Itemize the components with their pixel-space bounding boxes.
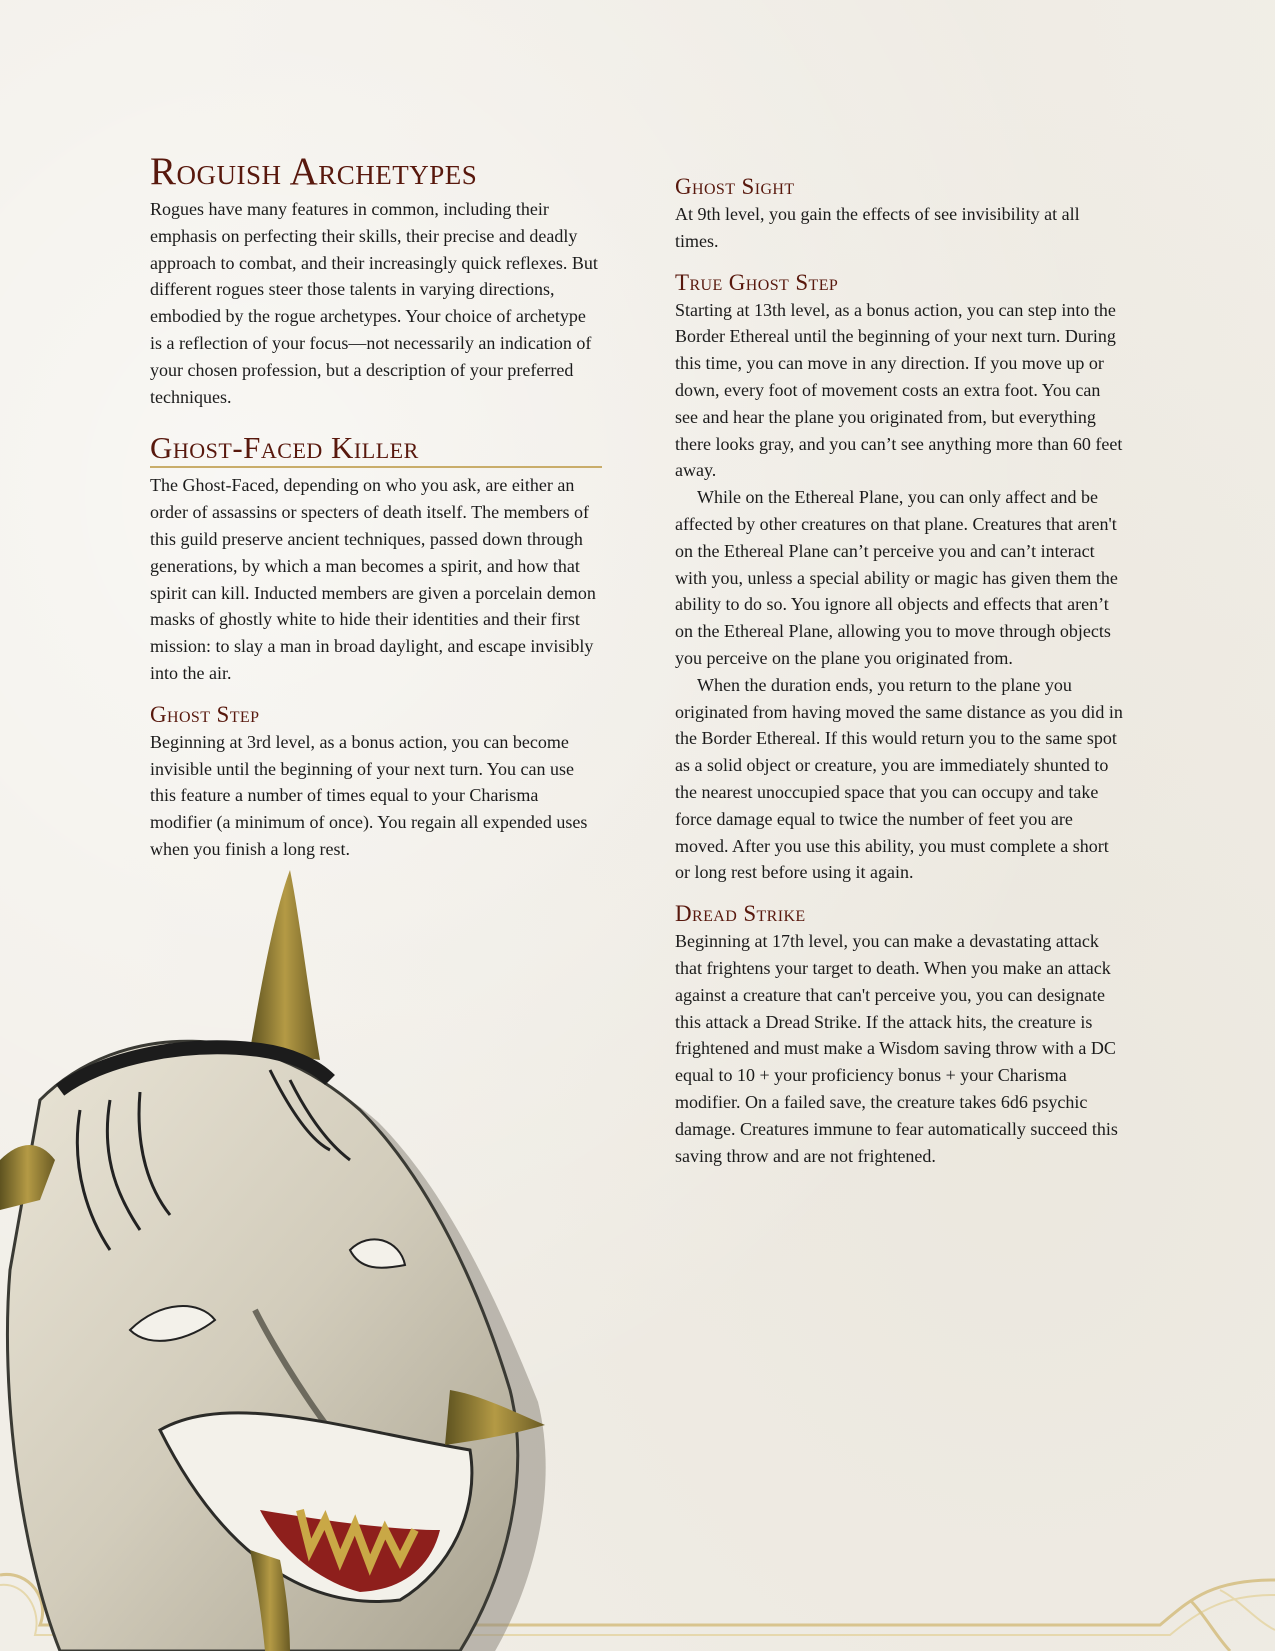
true-ghost-step-heading: True Ghost Step — [675, 269, 839, 295]
ghost-step-text: Beginning at 3rd level, as a bonus action, you can become invisible until the beginning of your next turn. You can use this feature a number of times equal to your Charisma modifier (a minimum of once). You regain all expended uses when you finish a long rest. — [150, 731, 588, 859]
left-column — [150, 150, 602, 863]
true-ghost-step-paragraph-3: When the duration ends, you return to the plane you originated from having moved the same distance as you did in the Border Ethereal. If this would return you to the same spot as a solid object or creature, you are immediately shunted to the nearest unoccupied space that you can occupy and take force damage equal to twice the number of feet you are moved. After you use this ability, you must complete a short or long rest before using it again. — [675, 674, 1123, 883]
right-column — [675, 173, 1127, 1169]
oni-mask-illustration — [0, 870, 600, 1651]
ghost-sight-text: At 9th level, you gain the effects of see invisibility at all times. — [675, 204, 1080, 251]
ghost-step-heading: Ghost Step — [150, 701, 260, 727]
true-ghost-step-paragraph-2: While on the Ethereal Plane, you can only affect and be affected by other creatures on that plane. Creatures that aren't on the Ethereal Plane can’t perceive you and can’t interact with you, unless a special ability or magic has given them the ability to do so. You ignore all objects and effects that aren’t on the Ethereal Plane, allowing you to move through objects you perceive on the plane you originated from. — [675, 487, 1118, 668]
ghost-sight-heading: Ghost Sight — [675, 174, 795, 199]
true-ghost-step-paragraph-1: Starting at 13th level, as a bonus action, you can step into the Border Ethereal until the beginning of your next turn. During this time, you can move in any direction. If you move up or down, every foot of movement costs an extra foot. You can see and hear the plane you originated from, but everything there looks gray, and you can’t see anything more than 60 feet away. — [675, 299, 1123, 481]
dread-strike-heading: Dread Strike — [675, 901, 806, 927]
page-title: Roguish Archetypes — [150, 150, 478, 193]
horn-top — [250, 870, 320, 1060]
subclass-description: The Ghost-Faced, depending on who you ask, are either an order of assassins or specters of death itself. The members of this guild preserve ancient techniques, passed down through generations, by which a man becomes a spirit, and how that spirit can kill. Inducted members are given a porcelain demon masks of ghostly white to hide their identities and their first mission: to slay a man in broad daylight, and escape invisibly into the air. — [150, 475, 596, 683]
dread-strike-text: Beginning at 17th level, you can make a devastating attack that frightens your target to death. When you make an attack against a creature that can't perceive you, you can designate this attack a Dread Strike. If the attack hits, the creature is frightened and must make a Wisdom saving throw with a DC equal to 10 + your proficiency bonus + your Charisma modifier. On a failed save, the creature takes 6d6 psychic damage. Creatures immune to fear automatically succeed this saving throw and are not frightened. — [675, 931, 1118, 1166]
intro-paragraph: Rogues have many features in common, including their emphasis on perfecting their skills, their precise and deadly approach to combat, and their increasingly quick reflexes. But different rogues steer those talents in varying directions, embodied by the rogue archetypes. Your choice of archetype is a reflection of your focus—not necessarily an indication of your chosen profession, but a description of your preferred techniques. — [150, 199, 598, 407]
subclass-heading: Ghost-Faced Killer — [150, 430, 602, 468]
